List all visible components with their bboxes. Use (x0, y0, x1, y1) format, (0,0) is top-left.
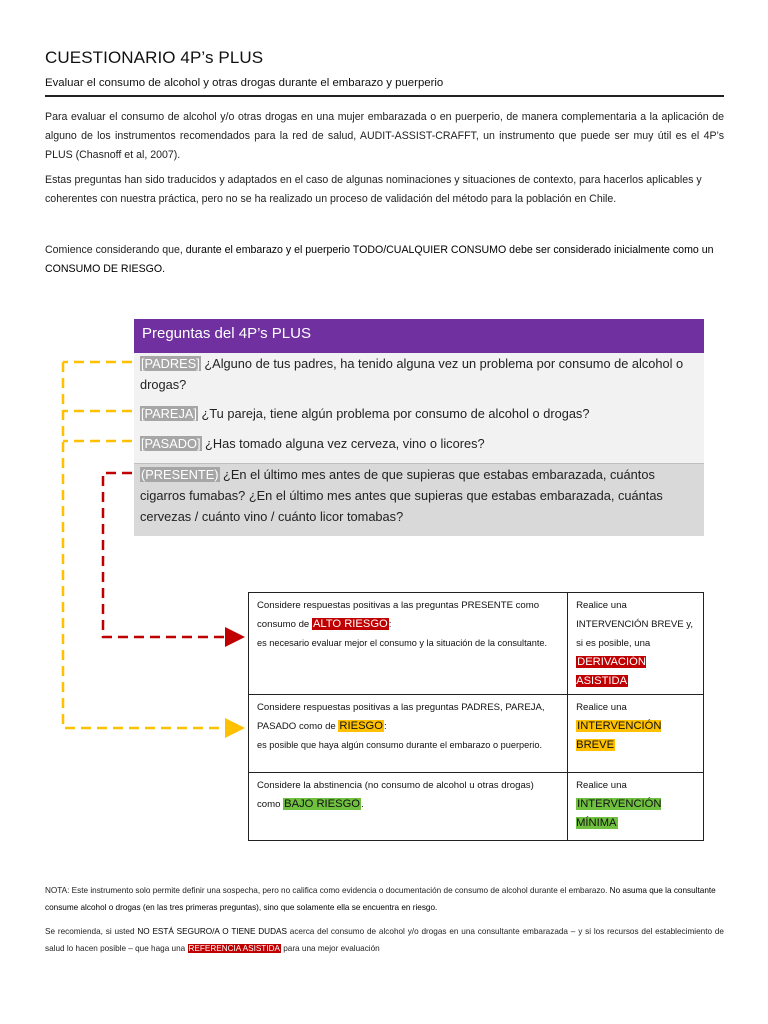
cell-text: : (383, 721, 387, 732)
question-text: ¿En el último mes antes de que supieras que estabas embarazada, cuántos cigarros fumabas? ¿En el último mes antes que supieras que estabas embarazada, cuántas cervezas / cuánto vino / cuánto licor tomabas? (140, 467, 663, 524)
cell-text: Considere respuestas positivas a las preguntas (257, 702, 462, 713)
risk-label: RIESGO (339, 720, 383, 732)
intervention-high (568, 593, 704, 695)
footnote-1 (45, 882, 724, 916)
question-text: ¿Has tomado alguna vez cerveza, vino o licores? (201, 436, 485, 451)
question-text: ¿Alguno de tus padres, ha tenido alguna vez un problema por consumo de alcohol o drogas? (140, 356, 684, 392)
note-emphasis: No asuma que la consultante consume alcohol o drogas (en las tres primeras preguntas), sino que solamente ella se encuentra en riesgo. (45, 886, 716, 912)
cell-text: como de (296, 721, 339, 732)
cell-text: : (388, 619, 392, 630)
footnote-2 (45, 923, 724, 957)
low-risk-label: BAJO RIESGO (284, 798, 360, 810)
assisted-referral-label: DERIVACIÓN ASISTIDA (576, 656, 646, 687)
intervention-low (568, 773, 704, 841)
cell-text-emphasis: PRESENTE (461, 600, 513, 611)
risk-criteria-medium (249, 695, 568, 773)
intro-p3-start: Comience considerando que, (45, 244, 186, 256)
brief-intervention-label: INTERVENCIÓN BREVE (576, 720, 662, 751)
question-tag: [PADRES] (141, 356, 200, 371)
question-tag: [PASADO] (141, 436, 201, 451)
high-risk-label: ALTO RIESGO (312, 618, 388, 630)
cell-text: Realice una (576, 702, 627, 713)
table-row (249, 773, 704, 841)
cell-text: Considere la abstinencia (no consumo de alcohol u otras drogas) como (257, 780, 534, 810)
table-row (249, 593, 704, 695)
cell-text: y, si es posible, una (576, 619, 694, 649)
intro-p3-emphasis: durante el embarazo y el puerperio TODO/CUALQUIER CONSUMO debe ser considerado inicialmente como un CONSUMO DE RIESGO. (45, 244, 714, 275)
cell-text-emphasis: INTERVENCIÓN BREVE (576, 619, 684, 630)
red-dashed-connector (103, 473, 240, 637)
cell-text: Considere respuestas positivas a las preguntas (257, 600, 462, 611)
note-text: Se recomienda, si usted (45, 927, 138, 936)
note-text: acerca del consumo de alcohol y/o drogas en una consultante embarazada – y si los recursos del establecimiento de salud lo hacen posible – que haga una (45, 927, 724, 953)
minimal-intervention-label: INTERVENCIÓN MÍNIMA (576, 798, 662, 829)
risk-criteria-high (249, 593, 568, 695)
page-subtitle: Evaluar el consumo de alcohol y otras drogas durante el embarazo y puerperio (45, 77, 444, 89)
cell-text: Realice una (576, 780, 627, 791)
question-text: ¿Tu pareja, tiene algún problema por consumo de alcohol o drogas? (197, 406, 590, 421)
cell-note: es necesario evaluar mejor el consumo y la situación de la consultante. (257, 638, 548, 648)
intervention-medium (568, 695, 704, 773)
question-tag: [PAREJA] (141, 406, 197, 421)
cell-note: es posible que haya algún consumo durante el embarazo o puerperio. (257, 740, 543, 750)
questions-header: Preguntas del 4P’s PLUS (134, 319, 704, 353)
question-tag: (PRESENTE) (141, 467, 219, 482)
note-text: para una mejor evaluación (280, 944, 380, 953)
cell-text: como consumo de (257, 600, 540, 630)
yellow-dashed-connector (63, 362, 240, 728)
cell-text: Realice una (576, 600, 627, 611)
intro-paragraph-2: Estas preguntas han sido traducidos y adaptados en el caso de algunas nominaciones y situaciones de contexto, para hacerlos aplicables y coherentes con nuestra práctica, pero no se ha realizado un proceso de validación del método para la población en Chile. (45, 174, 702, 205)
note-emphasis: NO ESTÁ SEGURO/A O TIENE DUDAS (137, 927, 287, 936)
intro-paragraph-1: Para evaluar el consumo de alcohol y/o otras drogas en una mujer embarazada o en puerperio, de manera complementaria a la aplicación de alguno de los instrumentos recomendados para la red de salud, AUDIT-ASSIST-CRAFFT, un instrumento que puede ser muy útil es el 4P’s PLUS (Chasnoff et al, 2007). (45, 111, 724, 161)
cell-text: . (360, 799, 364, 810)
assisted-reference-label: REFERENCIA ASISTIDA (188, 944, 280, 953)
table-row (249, 695, 704, 773)
note-text: NOTA: Este instrumento solo permite definir una sospecha, pero no califica como evidencia o documentación de consumo de alcohol durante el embarazo. (45, 886, 610, 895)
cell-text-emphasis: PADRES, PAREJA, PASADO (257, 702, 545, 732)
risk-criteria-low (249, 773, 568, 841)
page-title: CUESTIONARIO 4P’s PLUS (45, 48, 264, 67)
risk-table (248, 592, 704, 841)
